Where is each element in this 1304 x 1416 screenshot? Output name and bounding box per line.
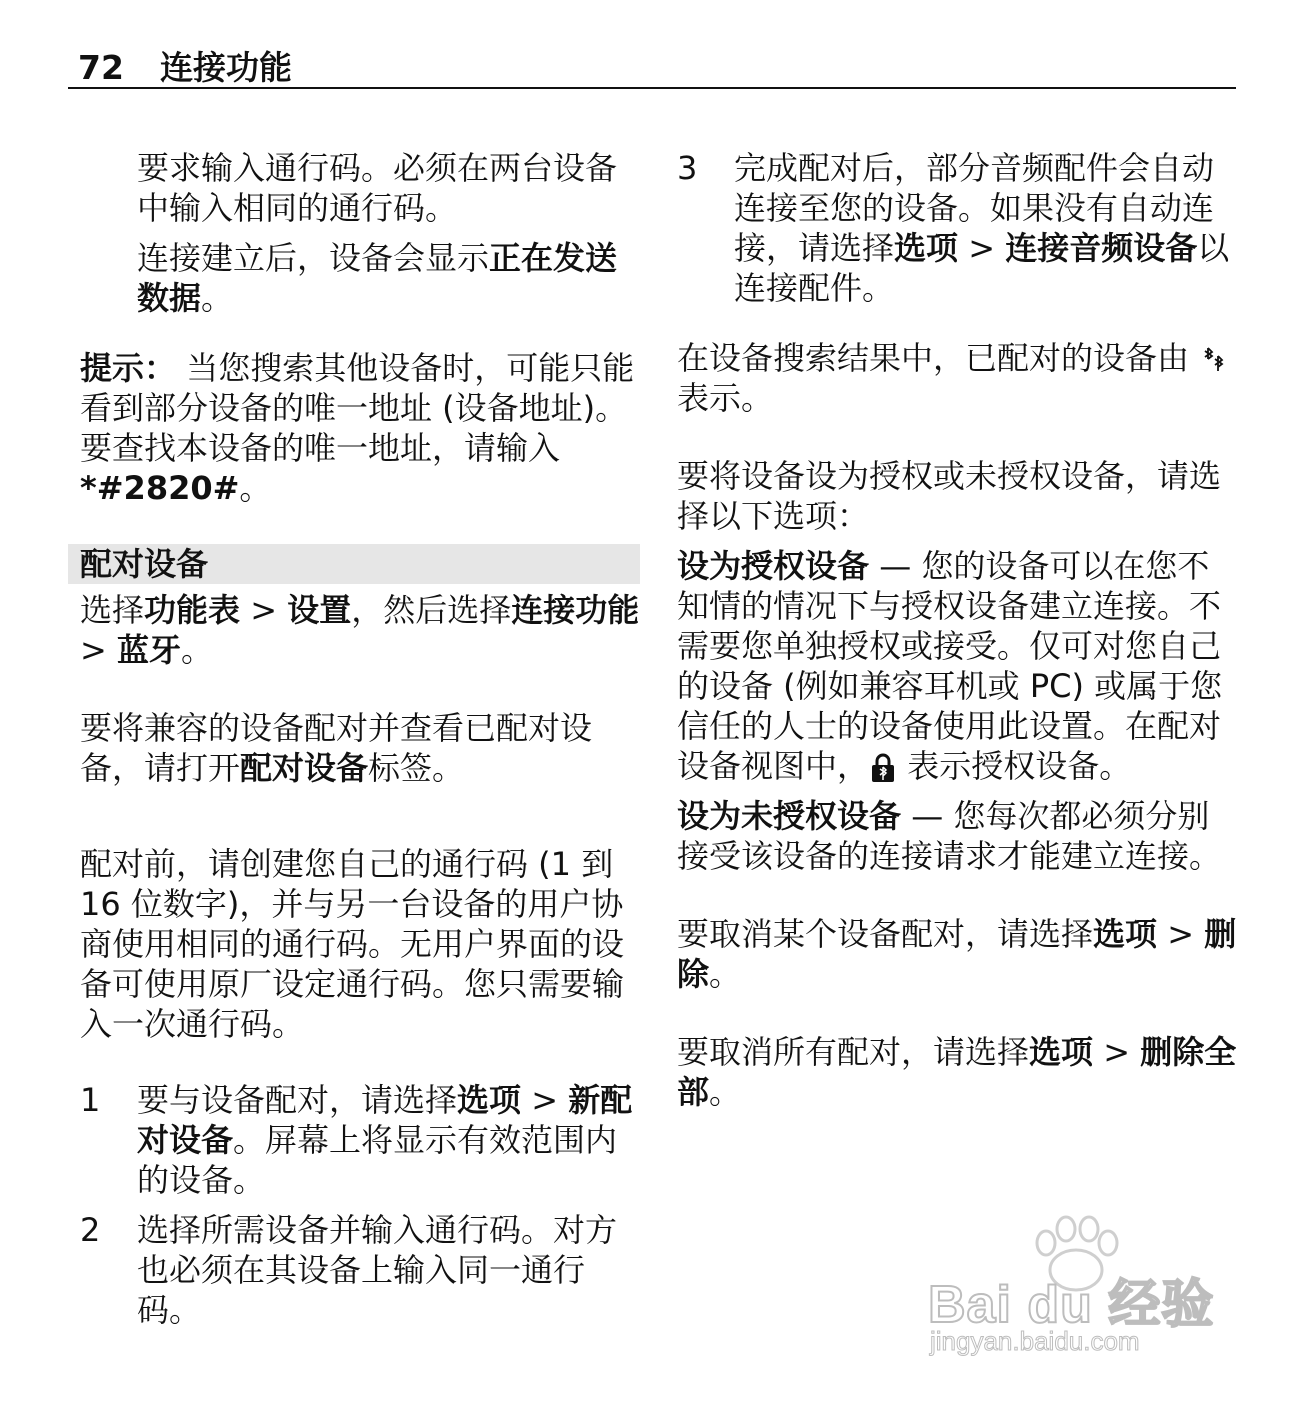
passcode-paragraph: 配对前，请创建您自己的通行码 (1 到 16 位数字)，并与另一台设备的用户协商使用相同的通行码。无用户界面的设备可使用原厂设定通行码。您只需要输入一次通行码。 — [80, 845, 625, 1043]
bluetooth-paired-icon — [1199, 345, 1227, 373]
unauthorized-term: 设为未授权设备 — [677, 797, 902, 835]
step-number: 3 — [677, 149, 698, 187]
search-result-paragraph: 在设备搜索结果中，已配对的设备由 表示。 — [677, 338, 1237, 418]
watermark-brand: Bai du 经验 — [928, 1276, 1215, 1334]
watermark-url: jingyan.baidu.com — [930, 1326, 1140, 1356]
chapter-title: 连接功能 — [160, 48, 292, 87]
right-column — [677, 148, 1237, 1112]
authorized-paragraph: 设为授权设备 — 您的设备可以在您不知情的情况下与授权设备建立连接。不需要您单独授权或接受。仅可对您自己的设备 (例如兼容耳机或 PC) 或属于您信任的人士的设备使用此设置。在配对设备视图中， 表示授权设备。 — [677, 547, 1223, 785]
section-title-pairing: 配对设备 — [68, 544, 640, 584]
menu-path-paragraph: 选择功能表 > 设置，然后选择连接功能 > 蓝牙。 — [80, 591, 640, 669]
page-header — [78, 46, 292, 90]
cancel-pairing-paragraph: 要取消某个设备配对，请选择选项 > 删除。 — [677, 915, 1237, 993]
paired-devices-term: 配对设备 — [240, 749, 369, 787]
step-text: 要与设备配对，请选择选项 > 新配对设备。屏幕上将显示有效范围内的设备。 — [137, 1081, 633, 1199]
step-text: 选择所需设备并输入通行码。对方也必须在其设备上输入同一通行码。 — [137, 1211, 618, 1329]
intro-paragraph: 要求输入通行码。必须在两台设备中输入相同的通行码。 — [137, 149, 618, 227]
unauthorized-paragraph: 设为未授权设备 — 您每次都必须分别接受该设备的连接请求才能建立连接。 — [677, 797, 1222, 875]
intro-sending-paragraph: 连接建立后，设备会显示正在发送数据。 — [137, 239, 618, 317]
tip-code: *#2820# — [80, 469, 240, 507]
step-1 — [80, 1080, 640, 1200]
pair-tab-paragraph: 要将兼容的设备配对并查看已配对设备，请打开配对设备标签。 — [80, 709, 593, 787]
step-3 — [677, 148, 1237, 308]
step-text: 完成配对后，部分音频配件会自动连接至您的设备。如果没有自动连接，请选择选项 > 连接音频设备以连接配件。 — [734, 149, 1230, 307]
step-2 — [80, 1210, 640, 1330]
left-column — [80, 148, 640, 1330]
auth-intro-paragraph: 要将设备设为授权或未授权设备，请选择以下选项： — [677, 457, 1222, 535]
header-rule — [68, 87, 1236, 89]
authorized-lock-icon — [869, 753, 897, 783]
tip-paragraph: 提示： 当您搜索其他设备时，可能只能看到部分设备的唯一地址 (设备地址)。要查找本设备的唯一地址，请输入 *#2820#。 — [80, 349, 635, 507]
sending-data-term: 正在发送数据 — [137, 239, 618, 317]
authorized-term: 设为授权设备 — [677, 547, 870, 585]
tip-label: 提示： — [80, 349, 177, 387]
step-number: 2 — [80, 1211, 101, 1249]
cancel-all-paragraph: 要取消所有配对，请选择选项 > 删除全部。 — [677, 1033, 1237, 1111]
page-number: 72 — [78, 48, 124, 87]
step-number: 1 — [80, 1081, 101, 1119]
